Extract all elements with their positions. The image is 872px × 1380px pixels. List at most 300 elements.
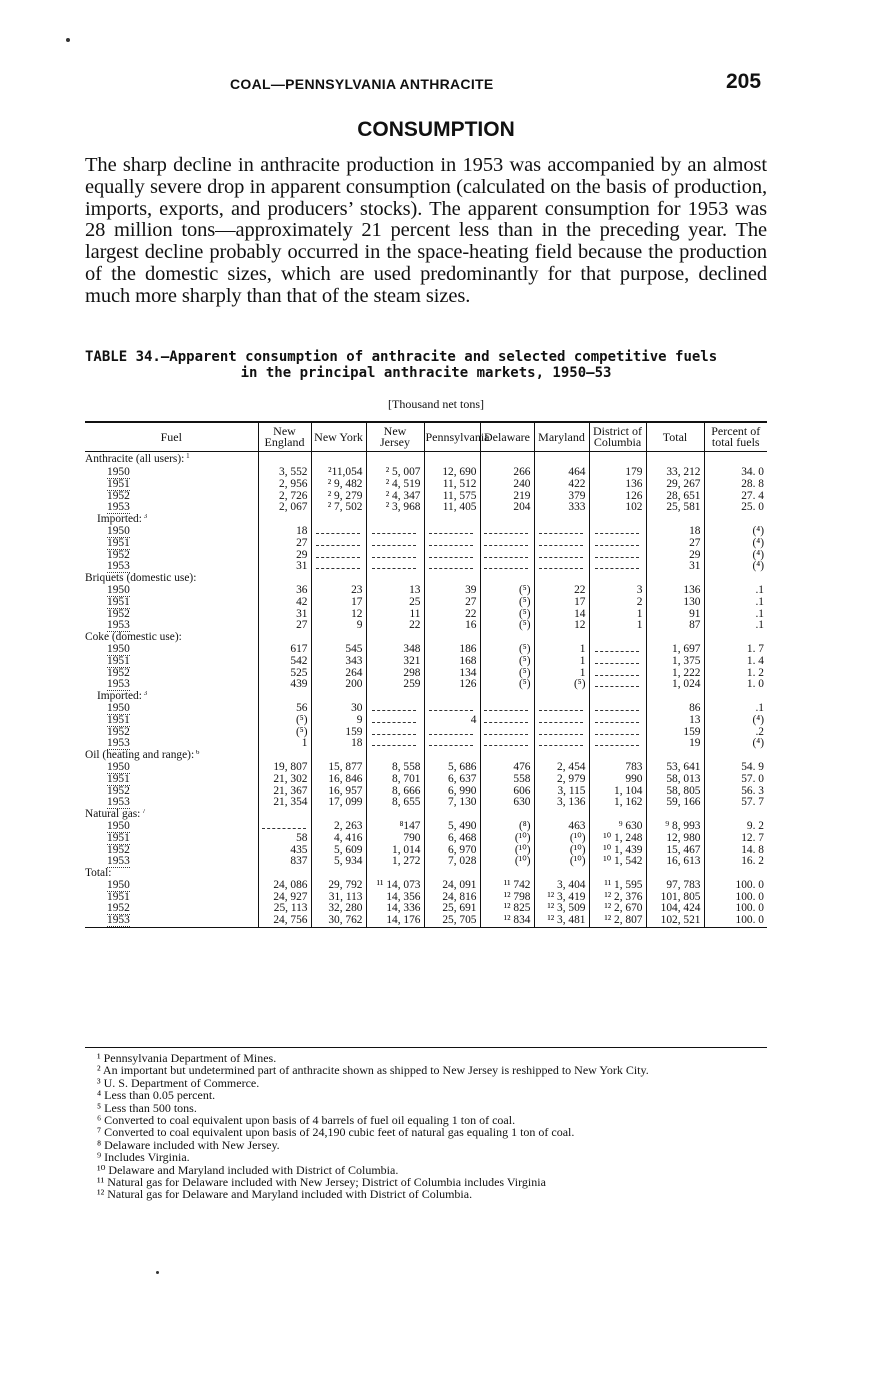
table-cell: 3, 115 bbox=[534, 786, 589, 798]
row-label: 1951 bbox=[107, 537, 130, 549]
table-cell: (⁵) bbox=[480, 620, 534, 632]
row-label: 1950 bbox=[107, 702, 130, 714]
table-cell: 91 bbox=[646, 609, 704, 621]
table-cell bbox=[311, 550, 366, 562]
row-label: 1950 bbox=[107, 761, 130, 773]
table-row bbox=[85, 715, 767, 727]
table-cell: 6, 637 bbox=[424, 774, 480, 786]
table-cell: (⁴) bbox=[704, 738, 767, 750]
table-header-row bbox=[85, 422, 767, 452]
table-cell bbox=[424, 703, 480, 715]
table-cell: 542 bbox=[258, 656, 311, 668]
table-cell bbox=[534, 727, 589, 739]
table-cell bbox=[311, 526, 366, 538]
table-cell: 1. 4 bbox=[704, 656, 767, 668]
table-cell bbox=[534, 715, 589, 727]
table-cell: 1, 104 bbox=[589, 786, 646, 798]
table-cell: 348 bbox=[366, 644, 424, 656]
table-cell: 126 bbox=[424, 679, 480, 691]
table-cell bbox=[424, 561, 480, 573]
table-cell: 2, 979 bbox=[534, 774, 589, 786]
table-cell: 476 bbox=[480, 762, 534, 774]
table-units: [Thousand net tons] bbox=[388, 397, 484, 411]
dash-placeholder bbox=[484, 704, 528, 711]
footnote-ref: 3 bbox=[141, 514, 148, 521]
table-cell: 1, 222 bbox=[646, 668, 704, 680]
table-cell: 42 bbox=[258, 597, 311, 609]
table-cell: ¹² 3, 419 bbox=[534, 892, 589, 904]
dash-placeholder bbox=[372, 716, 416, 723]
footnote: ⁸ Delaware included with New Jersey. bbox=[97, 1137, 280, 1152]
table-cell: 606 bbox=[480, 786, 534, 798]
table-cell: 1. 2 bbox=[704, 668, 767, 680]
table-row bbox=[85, 915, 767, 927]
footnote: ¹² Natural gas for Delaware and Maryland included with District of Columbia. bbox=[97, 1187, 473, 1202]
footnote: ³ U. S. Department of Commerce. bbox=[97, 1075, 260, 1090]
table-cell: 53, 641 bbox=[646, 762, 704, 774]
table-cell: 58, 013 bbox=[646, 774, 704, 786]
table-cell: 27 bbox=[646, 538, 704, 550]
table-cell: 6, 990 bbox=[424, 786, 480, 798]
table-cell: 3 bbox=[589, 585, 646, 597]
table-cell: 57. 0 bbox=[704, 774, 767, 786]
column-header: Delaware bbox=[480, 422, 534, 452]
table-cell bbox=[424, 514, 480, 526]
table-cell bbox=[589, 538, 646, 550]
table-cell: ¹² 825 bbox=[480, 903, 534, 915]
row-label: 1952 bbox=[107, 903, 130, 915]
section-heading: CONSUMPTION bbox=[357, 118, 515, 141]
table-row bbox=[85, 632, 767, 644]
table-cell: 298 bbox=[366, 668, 424, 680]
dash-placeholder bbox=[429, 739, 473, 746]
table-cell bbox=[366, 514, 424, 526]
table-cell: 1, 162 bbox=[589, 797, 646, 809]
column-header: Fuel bbox=[85, 422, 258, 452]
table-cell: .1 bbox=[704, 703, 767, 715]
table-cell: 100. 0 bbox=[704, 903, 767, 915]
row-label: 1951 bbox=[107, 596, 130, 608]
table-cell: (⁵) bbox=[480, 609, 534, 621]
table-row bbox=[85, 786, 767, 798]
table-cell bbox=[534, 526, 589, 538]
row-label: 1952 bbox=[107, 726, 130, 738]
table-cell: 16, 613 bbox=[646, 856, 704, 868]
row-label: 1953 bbox=[107, 561, 130, 573]
table-cell: 33, 212 bbox=[646, 467, 704, 479]
table-cell: ² 9, 279 bbox=[311, 491, 366, 503]
table-row bbox=[85, 679, 767, 691]
table-cell: 9. 2 bbox=[704, 821, 767, 833]
table-cell: 97, 783 bbox=[646, 880, 704, 892]
row-label: Anthracite (all users): $^1$ bbox=[85, 451, 190, 465]
table-cell bbox=[480, 561, 534, 573]
table-cell bbox=[480, 550, 534, 562]
table-cell: 16, 957 bbox=[311, 786, 366, 798]
footnote: ¹⁰ Delaware and Maryland included with District of Columbia. bbox=[97, 1162, 399, 1177]
table-row bbox=[85, 452, 767, 468]
table-cell: 159 bbox=[646, 727, 704, 739]
table-cell: 104, 424 bbox=[646, 903, 704, 915]
table-cell bbox=[589, 668, 646, 680]
table-cell: 18 bbox=[258, 526, 311, 538]
table-cell bbox=[424, 727, 480, 739]
table-cell: ¹² 798 bbox=[480, 892, 534, 904]
table-cell: 2 bbox=[589, 597, 646, 609]
table-cell bbox=[589, 703, 646, 715]
row-label: 1953 bbox=[107, 738, 130, 750]
table-cell bbox=[589, 644, 646, 656]
table-cell: 11, 405 bbox=[424, 502, 480, 514]
table-cell bbox=[704, 452, 767, 468]
table-cell: ⁸147 bbox=[366, 821, 424, 833]
table-cell: ¹² 3, 481 bbox=[534, 915, 589, 927]
row-label: 1950 bbox=[107, 467, 130, 478]
table-cell: 24, 086 bbox=[258, 880, 311, 892]
table-cell bbox=[366, 526, 424, 538]
table-cell: 179 bbox=[589, 467, 646, 479]
table-cell: 558 bbox=[480, 774, 534, 786]
table-cell: ¹² 2, 670 bbox=[589, 903, 646, 915]
row-label: 1953 bbox=[107, 679, 130, 691]
dash-placeholder bbox=[372, 551, 416, 558]
table-cell bbox=[424, 538, 480, 550]
table-cell: 22 bbox=[534, 585, 589, 597]
dash-placeholder bbox=[595, 739, 639, 746]
dash-placeholder bbox=[372, 527, 416, 534]
table-cell: 25, 691 bbox=[424, 903, 480, 915]
table-row bbox=[85, 514, 767, 526]
dash-placeholder bbox=[539, 562, 583, 569]
table-cell bbox=[534, 738, 589, 750]
table-cell bbox=[258, 809, 311, 821]
table-cell: 2, 263 bbox=[311, 821, 366, 833]
table-cell: 463 bbox=[534, 821, 589, 833]
table-cell: 3, 552 bbox=[258, 467, 311, 479]
column-header: New Jersey bbox=[366, 422, 424, 452]
table-cell bbox=[366, 691, 424, 703]
table-row bbox=[85, 821, 767, 833]
table-cell bbox=[311, 561, 366, 573]
table-row bbox=[85, 620, 767, 632]
row-label: Oil (heating and range): $^6$ bbox=[85, 750, 200, 762]
table-cell: 25 bbox=[366, 597, 424, 609]
table-cell bbox=[424, 550, 480, 562]
table-cell: (⁴) bbox=[704, 561, 767, 573]
footnotes bbox=[85, 1047, 767, 1201]
table-cell bbox=[480, 703, 534, 715]
table-cell bbox=[480, 452, 534, 468]
table-cell: (⁵) bbox=[480, 668, 534, 680]
table-row bbox=[85, 868, 767, 880]
intro-paragraph: The sharp decline in anthracite production in 1953 was accompanied by an almost equally severe drop in apparent consumption (calculated on the basis of production, imports, exports, and producers’ stocks). The apparent consumption for 1953 was 28 million tons—approximately 21 percent less than in the preceding year. The largest decline probably occurred in the space-heating field because the production of the domestic sizes, which are used predominantly for that purpose, declined much more sharply than that of the steam sizes. bbox=[85, 154, 767, 307]
table-cell: 24, 091 bbox=[424, 880, 480, 892]
column-header: Pennsylvania bbox=[424, 422, 480, 452]
table-row bbox=[85, 797, 767, 809]
row-label: Imported: $^3$ bbox=[97, 514, 148, 526]
dash-placeholder bbox=[316, 551, 360, 558]
table-cell: 790 bbox=[366, 833, 424, 845]
table-cell: 9 bbox=[311, 715, 366, 727]
table-cell bbox=[311, 514, 366, 526]
table-cell bbox=[589, 514, 646, 526]
table-cell: (¹⁰) bbox=[480, 833, 534, 845]
row-label: 1952 bbox=[107, 667, 130, 679]
table-cell: 12, 980 bbox=[646, 833, 704, 845]
table-cell bbox=[534, 538, 589, 550]
table-cell: 36 bbox=[258, 585, 311, 597]
table-cell bbox=[480, 691, 534, 703]
table-cell: 837 bbox=[258, 856, 311, 868]
table-cell: 17, 099 bbox=[311, 797, 366, 809]
table-row bbox=[85, 856, 767, 868]
table-cell: ⁹ 8, 993 bbox=[646, 821, 704, 833]
table-cell bbox=[534, 452, 589, 468]
dash-placeholder bbox=[429, 527, 473, 534]
dash-placeholder bbox=[429, 562, 473, 569]
dash-placeholder bbox=[595, 728, 639, 735]
table-cell: 1 bbox=[258, 738, 311, 750]
table-cell: 30, 762 bbox=[311, 915, 366, 927]
table-cell: 126 bbox=[589, 491, 646, 503]
footnote-ref: 6 bbox=[194, 750, 200, 757]
table-cell: 13 bbox=[366, 585, 424, 597]
table-cell bbox=[534, 514, 589, 526]
table-cell: 11 bbox=[366, 609, 424, 621]
table-cell: 200 bbox=[311, 679, 366, 691]
table-cell: 990 bbox=[589, 774, 646, 786]
table-cell: 86 bbox=[646, 703, 704, 715]
table-cell: (¹⁰) bbox=[534, 833, 589, 845]
table-cell bbox=[589, 738, 646, 750]
footnote: ¹ Pennsylvania Department of Mines. bbox=[97, 1051, 277, 1065]
table-row bbox=[85, 668, 767, 680]
dash-placeholder bbox=[316, 527, 360, 534]
dash-placeholder bbox=[484, 562, 528, 569]
dash-placeholder bbox=[595, 680, 639, 687]
table-body bbox=[85, 452, 767, 928]
table-cell bbox=[534, 561, 589, 573]
table-cell: (⁸) bbox=[480, 821, 534, 833]
table-cell: 16. 2 bbox=[704, 856, 767, 868]
table-cell bbox=[424, 526, 480, 538]
table-cell bbox=[311, 538, 366, 550]
table-cell: 2, 454 bbox=[534, 762, 589, 774]
table-cell: 57. 7 bbox=[704, 797, 767, 809]
table-row bbox=[85, 762, 767, 774]
table-cell: 27 bbox=[258, 538, 311, 550]
dash-placeholder bbox=[595, 551, 639, 558]
table-cell: (⁵) bbox=[480, 585, 534, 597]
table-cell: 1. 7 bbox=[704, 644, 767, 656]
table-cell: 31, 113 bbox=[311, 892, 366, 904]
row-label: 1951 bbox=[107, 773, 130, 785]
row-label: Imported: $^3$ bbox=[97, 691, 148, 703]
table-cell: 379 bbox=[534, 491, 589, 503]
footnote: ¹¹ Natural gas for Delaware included with New Jersey; District of Columbia includes Virginia bbox=[97, 1175, 546, 1190]
table-cell: 783 bbox=[589, 762, 646, 774]
table-cell: 321 bbox=[366, 656, 424, 668]
table-cell: ¹¹ 14, 073 bbox=[366, 880, 424, 892]
table-cell: 100. 0 bbox=[704, 880, 767, 892]
table-cell: 27. 4 bbox=[704, 491, 767, 503]
dash-placeholder bbox=[595, 527, 639, 534]
footnote: ⁵ Less than 500 tons. bbox=[97, 1100, 197, 1115]
table-cell: 14 bbox=[534, 609, 589, 621]
table-cell bbox=[480, 526, 534, 538]
page-speck bbox=[66, 38, 70, 42]
dash-placeholder bbox=[429, 704, 473, 711]
table-cell: 24, 927 bbox=[258, 892, 311, 904]
table-cell bbox=[589, 526, 646, 538]
table-cell: 59, 166 bbox=[646, 797, 704, 809]
table-cell: 32, 280 bbox=[311, 903, 366, 915]
table-row bbox=[85, 845, 767, 857]
table-cell: 54. 9 bbox=[704, 762, 767, 774]
footnote: ⁹ Includes Virginia. bbox=[97, 1150, 190, 1165]
dash-placeholder bbox=[539, 728, 583, 735]
table-row bbox=[85, 833, 767, 845]
table-cell: ² 7, 502 bbox=[311, 502, 366, 514]
table-row bbox=[85, 738, 767, 750]
table-cell: 27 bbox=[424, 597, 480, 609]
table-cell: 19, 807 bbox=[258, 762, 311, 774]
dash-placeholder bbox=[372, 539, 416, 546]
table-cell: 439 bbox=[258, 679, 311, 691]
table-row bbox=[85, 479, 767, 491]
running-header: COAL—PENNSYLVANIA ANTHRACITE bbox=[230, 76, 494, 92]
table-row bbox=[85, 526, 767, 538]
table-cell: 7, 130 bbox=[424, 797, 480, 809]
dash-placeholder bbox=[539, 739, 583, 746]
table-cell: 100. 0 bbox=[704, 915, 767, 927]
table-cell: (⁵) bbox=[480, 644, 534, 656]
table-cell bbox=[366, 703, 424, 715]
table-row bbox=[85, 597, 767, 609]
table-cell: 7, 028 bbox=[424, 856, 480, 868]
table-cell: 29 bbox=[258, 550, 311, 562]
table-cell: 422 bbox=[534, 479, 589, 491]
table-cell: 1 bbox=[534, 668, 589, 680]
column-header: New England bbox=[258, 422, 311, 452]
table-cell: 5, 490 bbox=[424, 821, 480, 833]
row-label: 1953 bbox=[85, 915, 258, 927]
table-cell bbox=[311, 452, 366, 468]
table-cell: 2, 956 bbox=[258, 479, 311, 491]
table-cell bbox=[589, 561, 646, 573]
table-cell: 14, 356 bbox=[366, 892, 424, 904]
table-cell: 102, 521 bbox=[646, 915, 704, 927]
table-cell: 24, 756 bbox=[258, 915, 311, 927]
table-row bbox=[85, 550, 767, 562]
dash-placeholder bbox=[595, 645, 639, 652]
table-cell: .1 bbox=[704, 609, 767, 621]
table-cell: 9 bbox=[311, 620, 366, 632]
row-label: Coke (domestic use): bbox=[85, 632, 182, 644]
column-header: New York bbox=[311, 422, 366, 452]
table-cell: ¹⁰ 1, 542 bbox=[589, 856, 646, 868]
table-cell: 343 bbox=[311, 656, 366, 668]
page-speck bbox=[156, 1271, 159, 1274]
table-cell: 28, 651 bbox=[646, 491, 704, 503]
table-cell: 240 bbox=[480, 479, 534, 491]
table-cell: 56 bbox=[258, 703, 311, 715]
table-cell: 25, 705 bbox=[424, 915, 480, 927]
row-label: 1951 bbox=[107, 655, 130, 667]
table-row bbox=[85, 727, 767, 739]
table-cell: 130 bbox=[646, 597, 704, 609]
table-cell: 29, 267 bbox=[646, 479, 704, 491]
dash-placeholder bbox=[539, 704, 583, 711]
table-cell: 464 bbox=[534, 467, 589, 479]
table-cell: 19 bbox=[646, 738, 704, 750]
row-label: 1950 bbox=[107, 820, 130, 832]
table-cell bbox=[589, 715, 646, 727]
table-cell: 30 bbox=[311, 703, 366, 715]
table-cell: 17 bbox=[311, 597, 366, 609]
table-cell: 101, 805 bbox=[646, 892, 704, 904]
table-cell bbox=[589, 727, 646, 739]
dash-placeholder bbox=[372, 728, 416, 735]
table-cell: 4, 416 bbox=[311, 833, 366, 845]
table-row bbox=[85, 880, 767, 892]
row-label: 1952 bbox=[107, 549, 130, 561]
table-cell bbox=[366, 561, 424, 573]
table-cell: 333 bbox=[534, 502, 589, 514]
row-label: 1950 bbox=[107, 643, 130, 655]
row-label: 1951 bbox=[107, 478, 130, 490]
table-cell: 136 bbox=[589, 479, 646, 491]
table-cell: 14. 8 bbox=[704, 845, 767, 857]
table-cell: 58 bbox=[258, 833, 311, 845]
footnote: ⁶ Converted to coal equivalent upon basis of 4 barrels of fuel oil equaling 1 ton of coal. bbox=[97, 1113, 516, 1128]
table-cell: 159 bbox=[311, 727, 366, 739]
table-cell: 12, 690 bbox=[424, 467, 480, 479]
row-label: 1951 bbox=[107, 891, 130, 903]
table-cell: (⁵) bbox=[480, 679, 534, 691]
table-cell: 8, 558 bbox=[366, 762, 424, 774]
dash-placeholder bbox=[484, 728, 528, 735]
dash-placeholder bbox=[539, 539, 583, 546]
table-cell: 11, 512 bbox=[424, 479, 480, 491]
table-cell: ¹² 2, 376 bbox=[589, 892, 646, 904]
table-cell: 1, 024 bbox=[646, 679, 704, 691]
table-row bbox=[85, 585, 767, 597]
table-cell: 266 bbox=[480, 467, 534, 479]
table-cell: 18 bbox=[646, 526, 704, 538]
table-cell: ¹⁰ 1, 248 bbox=[589, 833, 646, 845]
table-cell: (⁵) bbox=[480, 597, 534, 609]
table-cell bbox=[646, 452, 704, 468]
table-cell: 5, 934 bbox=[311, 856, 366, 868]
table-cell: ¹² 834 bbox=[480, 915, 534, 927]
row-label: 1953 bbox=[107, 502, 130, 514]
footnote: ⁷ Converted to coal equivalent upon basis of 24,190 cubic feet of natural gas equaling 1 ton of coal. bbox=[97, 1125, 575, 1140]
table-caption-line-2: in the principal anthracite markets, 1950–53 bbox=[240, 365, 612, 381]
consumption-table bbox=[85, 421, 767, 928]
table-cell: 25, 113 bbox=[258, 903, 311, 915]
column-header: District of Columbia bbox=[589, 422, 646, 452]
table-cell bbox=[366, 738, 424, 750]
table-cell: 617 bbox=[258, 644, 311, 656]
table-cell bbox=[424, 738, 480, 750]
table-cell bbox=[258, 821, 311, 833]
table-row bbox=[85, 573, 767, 585]
table-cell: ² 5, 007 bbox=[366, 467, 424, 479]
table-cell: .1 bbox=[704, 597, 767, 609]
table-cell: 31 bbox=[646, 561, 704, 573]
table-cell: 5, 686 bbox=[424, 762, 480, 774]
